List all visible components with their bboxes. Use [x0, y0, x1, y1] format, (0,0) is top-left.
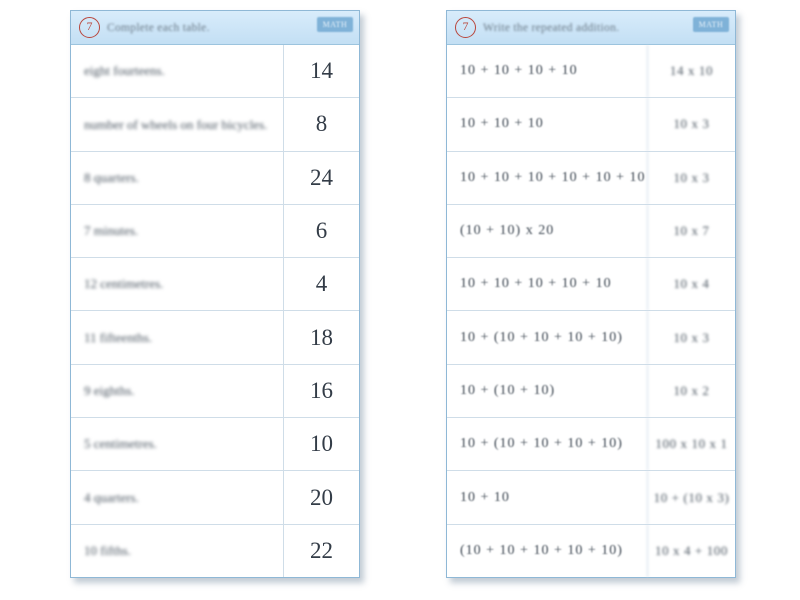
- question-cell: (10 + 10 + 10 + 10 + 10): [460, 542, 623, 558]
- question-cell: 10 + 10 + 10 + 10 + 10 + 10: [460, 169, 646, 185]
- question-cell: 10 + 10 + 10 + 10: [460, 63, 578, 79]
- table-row: [447, 311, 735, 364]
- worksheet-right-title: Write the repeated addition.: [483, 21, 620, 34]
- worksheet-left-number: 7: [79, 17, 100, 38]
- table-row: [447, 365, 735, 418]
- worksheet-right-header: [447, 11, 735, 45]
- question-cell: 10 fifths.: [84, 542, 131, 558]
- answer-cell: 10: [283, 418, 359, 470]
- answer-cell: 6: [283, 205, 359, 257]
- table-row: [447, 418, 735, 471]
- question-cell: 9 eighths.: [84, 382, 135, 398]
- question-cell: number of wheels on four bicycles.: [84, 116, 268, 132]
- worksheet-left-table: [71, 45, 359, 577]
- answer-cell: 20: [283, 471, 359, 523]
- table-row: [71, 365, 359, 418]
- answer-cell: 14: [283, 45, 359, 97]
- question-cell: 11 fifteenths.: [84, 329, 153, 345]
- question-cell: 10 + (10 + 10): [460, 382, 556, 398]
- question-cell: 4 quarters.: [84, 489, 139, 505]
- question-cell: 10 + 10 + 10: [460, 116, 544, 132]
- table-row: [71, 98, 359, 151]
- table-row: [447, 205, 735, 258]
- table-row: [71, 205, 359, 258]
- table-row: [71, 258, 359, 311]
- answer-cell: 16: [283, 365, 359, 417]
- question-cell: eight fourteens.: [84, 63, 165, 79]
- table-row: [71, 45, 359, 98]
- answer-cell: 10 x 4 + 100: [647, 525, 735, 577]
- answer-cell: 4: [283, 258, 359, 310]
- table-row: [71, 418, 359, 471]
- answer-cell: 22: [283, 525, 359, 577]
- answer-cell: 18: [283, 311, 359, 363]
- answer-cell: 10 x 3: [647, 311, 735, 363]
- worksheet-right-badge: MATH: [693, 17, 729, 32]
- answer-cell: 100 x 10 x 1: [647, 418, 735, 470]
- table-row: [447, 98, 735, 151]
- worksheet-left: [70, 10, 360, 578]
- answer-cell: 10 x 3: [647, 98, 735, 150]
- table-row: [447, 152, 735, 205]
- question-cell: 10 + (10 + 10 + 10 + 10): [460, 329, 623, 345]
- worksheet-left-header: [71, 11, 359, 45]
- answer-cell: 10 x 3: [647, 152, 735, 204]
- answer-cell: 10 x 4: [647, 258, 735, 310]
- worksheet-left-badge: MATH: [317, 17, 353, 32]
- question-cell: 12 centimetres.: [84, 276, 164, 292]
- answer-cell: 10 x 7: [647, 205, 735, 257]
- question-cell: 8 quarters.: [84, 169, 139, 185]
- table-row: [447, 45, 735, 98]
- worksheet-right-table: [447, 45, 735, 577]
- table-row: [447, 471, 735, 524]
- question-cell: 10 + (10 + 10 + 10 + 10): [460, 436, 623, 452]
- question-cell: 10 + 10: [460, 489, 510, 505]
- table-row: [71, 152, 359, 205]
- answer-cell: 8: [283, 98, 359, 150]
- table-row: [447, 258, 735, 311]
- answer-cell: 10 + (10 x 3): [647, 471, 735, 523]
- worksheet-right-number: 7: [455, 17, 476, 38]
- answer-cell: 14 x 10: [647, 45, 735, 97]
- question-cell: (10 + 10) x 20: [460, 223, 555, 239]
- table-row: [71, 311, 359, 364]
- question-cell: 5 centimetres.: [84, 436, 157, 452]
- answer-cell: 10 x 2: [647, 365, 735, 417]
- table-row: [71, 525, 359, 577]
- table-row: [71, 471, 359, 524]
- question-cell: 10 + 10 + 10 + 10 + 10: [460, 276, 612, 292]
- question-cell: 7 minutes.: [84, 223, 139, 239]
- worksheet-right: [446, 10, 736, 578]
- answer-cell: 24: [283, 152, 359, 204]
- worksheet-left-title: Complete each table.: [107, 21, 210, 34]
- table-row: [447, 525, 735, 577]
